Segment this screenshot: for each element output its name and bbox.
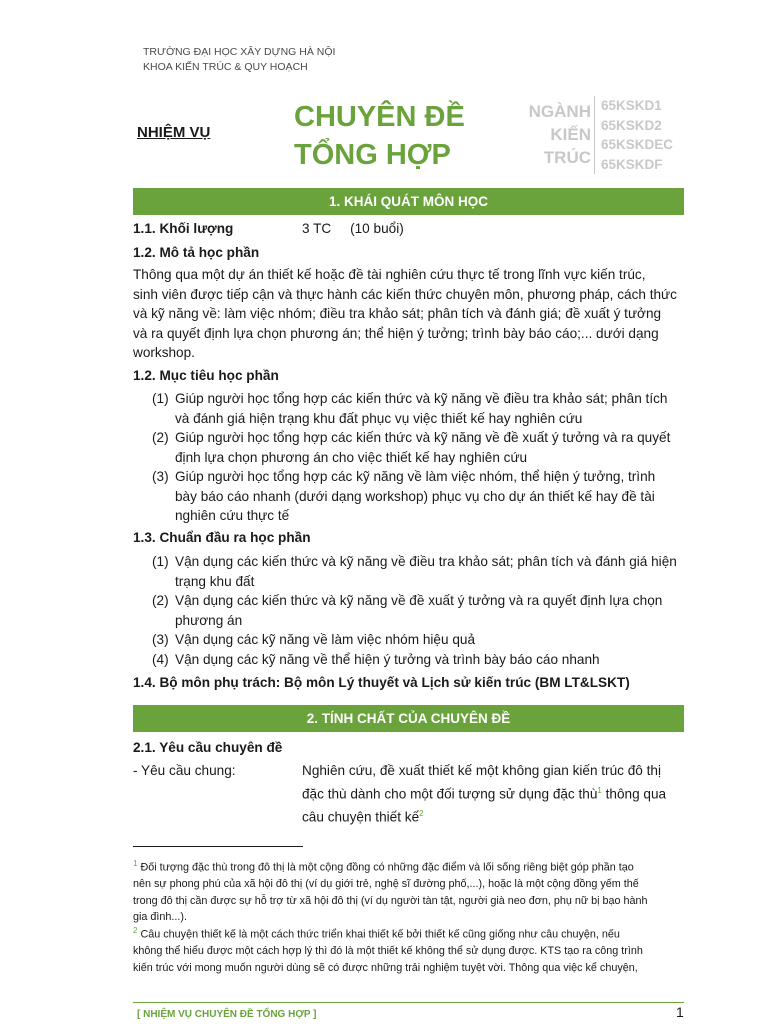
requirement-line	[302, 804, 685, 827]
footnote-line: không thể hiểu được một cách hợp lý thì đó là một thiết kế không thể sử dụng được. KTS tạo ra công trình	[133, 945, 643, 958]
footnote-line: nên sự phong phú của xã hội đô thị (ví dụ giới trẻ, nghệ sĩ đường phố,...), hoặc là một cộng đồng yếm thế	[133, 878, 639, 891]
footnote-line: trong đô thị cần được sự hỗ trợ từ xã hội đô thị (ví dụ người tàn tật, người già neo đơn, phụ nữ bị bạo hành	[133, 894, 648, 907]
outcome-line: Vận dụng các kỹ năng về làm việc nhóm hiệu quả	[175, 632, 476, 647]
goal-item	[152, 428, 685, 467]
department-line: 1.4. Bộ môn phụ trách: Bộ môn Lý thuyết và Lịch sử kiến trúc (BM LT&LSKT)	[133, 675, 630, 690]
outcome-number: (4)	[152, 652, 169, 667]
footnote-ref-2[interactable]: 2	[419, 808, 424, 818]
class-code: 65KSKD1	[601, 98, 662, 113]
general-requirement-label: - Yêu cầu chung:	[133, 763, 236, 778]
title-line-2: TỔNG HỢP	[294, 139, 451, 171]
footnote-line	[133, 856, 685, 876]
page-number: 1	[676, 1004, 684, 1020]
goal-line: Giúp người học tổng hợp các kiến thức và kỹ năng về điều tra khảo sát; phân tích	[175, 391, 668, 406]
goals-heading: 1.2. Mục tiêu học phần	[133, 368, 279, 383]
requirement-text: đặc thù dành cho một đối tượng sử dụng đặc thù	[302, 786, 598, 802]
outcome-line: phương án	[175, 612, 243, 628]
volume-value: 3 TC (10 buổi)	[302, 221, 404, 236]
goal-line: Giúp người học tổng hợp các kỹ năng về làm việc nhóm, thể hiện ý tưởng, trình	[175, 469, 656, 484]
class-code: 65KSKD2	[601, 117, 662, 133]
goal-line: Giúp người học tổng hợp các kiến thức và kỹ năng về đề xuất ý tưởng và ra quyết	[175, 430, 671, 445]
section-2-heading: 2. TÍNH CHẤT CỦA CHUYÊN ĐỀ	[133, 705, 684, 732]
paragraph-line: và ra quyết định lựa chọn phương án; thể hiện ý tưởng; trình bày báo cáo;... dưới dạng	[133, 325, 659, 341]
footnote-separator	[133, 846, 303, 847]
university-name: TRƯỜNG ĐẠI HỌC XÂY DỰNG HÀ NỘI	[143, 46, 336, 58]
outcomes-heading: 1.3. Chuẩn đầu ra học phần	[133, 530, 311, 545]
footnote-line	[133, 923, 685, 943]
goal-item	[152, 467, 685, 526]
goal-line: và đánh giá hiện trạng khu đất phục vụ việc thiết kế hay nghiên cứu	[175, 410, 583, 426]
outcome-line: Vận dụng các kiến thức và kỹ năng về điều tra khảo sát; phân tích và đánh giá hiện	[175, 554, 677, 569]
major-line-1: NGÀNH	[528, 102, 591, 121]
goal-line: định lựa chọn phương án cho việc thiết kế hay nghiên cứu	[175, 449, 528, 465]
section-1-heading: 1. KHÁI QUÁT MÔN HỌC	[133, 188, 684, 215]
class-codes	[594, 96, 673, 174]
document-title	[294, 98, 465, 174]
paragraph-line: Thông qua một dự án thiết kế hoặc đề tài nghiên cứu thực tế trong lĩnh vực kiến trúc,	[133, 267, 646, 282]
outcome-item	[152, 552, 685, 591]
goal-item	[152, 389, 685, 428]
footnote-line: kiến trúc với mong muốn người dùng sẽ có được những trải nghiệm tuyệt vời. Thông qua việc kể chuyện,	[133, 961, 638, 974]
goal-text	[175, 467, 685, 526]
requirement-text: câu chuyện thiết kế	[302, 809, 420, 825]
outcome-text	[175, 591, 685, 630]
task-label: NHIỆM VỤ	[137, 124, 211, 141]
footnote-1	[133, 856, 685, 926]
outcome-number: (3)	[152, 632, 169, 647]
outcome-line: Vận dụng các kỹ năng về thể hiện ý tưởng và trình bày báo cáo nhanh	[175, 652, 600, 667]
goal-text	[175, 428, 685, 467]
major-line-2: KIẾN	[550, 125, 591, 144]
outcome-line: trạng khu đất	[175, 573, 255, 589]
footer-label: [ NHIỆM VỤ CHUYÊN ĐỀ TỔNG HỢP ]	[137, 1009, 317, 1020]
footnote-mark: 1	[133, 859, 138, 868]
requirements-heading: 2.1. Yêu cầu chuyên đề	[133, 740, 283, 755]
institution-block	[143, 45, 335, 75]
description-paragraph	[133, 265, 685, 363]
faculty-name: KHOA KIẾN TRÚC & QUY HOẠCH	[143, 61, 308, 73]
goal-line: bày báo cáo nhanh (dưới dạng workshop) phục vụ cho dự án thiết kế hay đề tài	[175, 488, 655, 504]
outcome-line: Vận dụng các kiến thức và kỹ năng về đề xuất ý tưởng và ra quyết định lựa chọn	[175, 593, 663, 608]
requirement-line	[302, 781, 685, 804]
outcome-number: (2)	[152, 593, 169, 608]
paragraph-line: workshop.	[133, 345, 195, 361]
footnote-text: Câu chuyện thiết kế là một cách thức triển khai thiết kế bởi thiết kế cũng giống như câu chuyện, nếu	[137, 928, 620, 941]
footnote-2	[133, 923, 685, 976]
goal-number: (2)	[152, 430, 169, 445]
major-label	[521, 100, 591, 169]
outcome-text	[175, 630, 685, 650]
paragraph-line: và kỹ năng về: làm việc nhóm; điều tra khảo sát; phân tích và đánh giá; đề xuất ý tưởng	[133, 306, 662, 322]
outcome-item	[152, 630, 685, 650]
requirement-text: thông qua	[605, 786, 667, 802]
goal-text	[175, 389, 685, 428]
outcome-text	[175, 650, 685, 670]
class-code: 65KSKDF	[601, 156, 663, 172]
general-requirement-text	[302, 761, 685, 827]
outcome-item	[152, 591, 685, 630]
title-line-1: CHUYÊN ĐỀ	[294, 101, 465, 133]
footnote-line: gia đình...).	[133, 911, 188, 924]
class-code: 65KSKDEC	[601, 137, 674, 152]
footnote-text: Đối tượng đặc thù trong đô thị là một cộng đồng có những đặc điểm và lối sống riêng biệt góp phần tạo	[137, 861, 634, 874]
footer-divider	[133, 1002, 684, 1003]
outcome-number: (1)	[152, 554, 169, 569]
description-heading: 1.2. Mô tả học phần	[133, 245, 260, 260]
goal-number: (3)	[152, 469, 169, 484]
requirement-line: Nghiên cứu, đề xuất thiết kế một không gian kiến trúc đô thị	[302, 763, 661, 778]
outcome-text	[175, 552, 685, 591]
outcome-item	[152, 650, 685, 670]
footnote-mark: 2	[133, 926, 138, 935]
goal-number: (1)	[152, 391, 169, 406]
volume-label: 1.1. Khối lượng	[133, 221, 234, 236]
paragraph-line: sinh viên được tiếp cận và thực hành các kiến thức chuyên môn, phương pháp, cách thức	[133, 286, 677, 302]
goal-line: nghiên cứu thực tế	[175, 508, 290, 524]
footnote-ref-1[interactable]: 1	[597, 785, 602, 795]
major-line-3: TRÚC	[543, 148, 591, 167]
